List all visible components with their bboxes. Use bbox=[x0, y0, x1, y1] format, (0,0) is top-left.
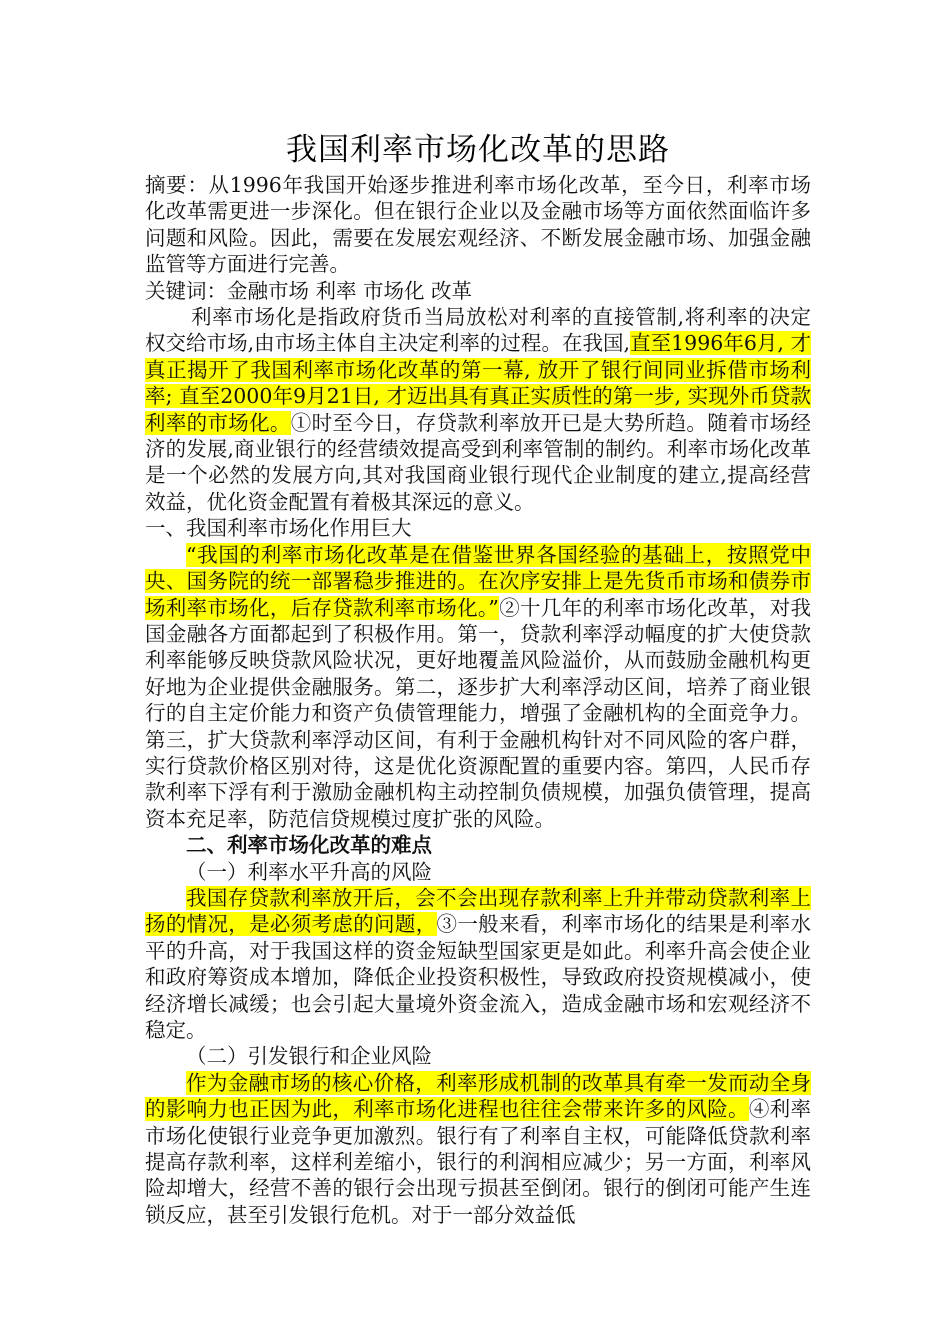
sub2-text: ④利率市场化使银行业竞争更加激烈。银行有了利率自主权，可能降低贷款利率提高存款利率，这样利差缩小，银行的利润相应减少；另一方面，利率风险却增大，经营不善的银行会出现亏损甚至倒闭。银行的倒闭可能产生连锁反应，甚至引发银行危机。对于一部分效益低 bbox=[145, 1097, 812, 1227]
abstract-paragraph: 摘要：从1996年我国开始逐步推进利率市场化改革，至今日，利率市场化改革需更进一步深化。但在银行企业以及金融市场等方面依然面临许多问题和风险。因此，需要在发展宏观经济、不断发展金融市场、加强金融监管等方面进行完善。 bbox=[145, 173, 811, 277]
intro-paragraph bbox=[145, 304, 811, 515]
intro-text-after: ①时至今日，存贷款利率放开已是大势所趋。随着市场经济的发展,商业银行的经营绩效提高受到利率管制的制约。利率市场化改革是一个必然的发展方向,其对我国商业银行现代企业制度的建立,提高经营效益，优化资金配置有着极其深远的意义。 bbox=[145, 410, 812, 514]
section1-heading: 一、我国利率市场化作用巨大 bbox=[145, 516, 412, 541]
keywords-line: 关键词：金融市场 利率 市场化 改革 bbox=[145, 278, 473, 303]
intro-highlight: 直至1996年6月, 才真正揭开了我国利率市场化改革的第一幕, 放开了银行间同业拆借市场利率; 直至2000年9月21日, 才迈出具有真正实质性的第一步, 实现外币贷款利率的市场化。 bbox=[145, 331, 811, 435]
section1-text: ②十几年的利率市场化改革，对我国金融各方面都起到了积极作用。第一，贷款利率浮动幅度的扩大使贷款利率能够反映贷款风险状况，更好地覆盖风险溢价，从而鼓励金融机构更好地为企业提供金融服务。第二，逐步扩大利率浮动区间，培养了商业银行的自主定价能力和资产负债管理能力，增强了金融机构的全面竞争力。第三，扩大贷款利率浮动区间，有利于金融机构针对不同风险的客户群，实行贷款价格区别对待，这是优化资源配置的重要内容。第四，人民币存款利率下浮有利于激励金融机构主动控制负债规模，加强负债管理，提高资本充足率，防范信贷规模过度扩张的风险。 bbox=[145, 595, 811, 831]
sub2-paragraph bbox=[145, 1070, 811, 1228]
sub1-paragraph bbox=[145, 885, 811, 1043]
section1-highlight: “我国的利率市场化改革是在借鉴世界各国经验的基础上，按照党中央、国务院的统一部署稳步推进的。在次序安排上是先货币市场和债券市场利率市场化，后存贷款利率市场化。” bbox=[145, 542, 811, 620]
section1-paragraph bbox=[145, 542, 811, 832]
sub1-heading: （一）利率水平升高的风险 bbox=[186, 859, 432, 884]
document-page bbox=[145, 128, 811, 1228]
page-title: 我国利率市场化改革的思路 bbox=[286, 132, 670, 168]
section2-heading: 二、利率市场化改革的难点 bbox=[186, 833, 432, 858]
intro-text: 利率市场化是指政府货币当局放松对利率的直接管制,将利率的决定权交给市场,由市场主体自主决定利率的过程。在我国, bbox=[145, 305, 811, 356]
sub1-highlight: 我国存贷款利率放开后，会不会出现存款利率上升并带动贷款利率上扬的情况，是必须考虑的问题， bbox=[145, 885, 811, 937]
sub2-highlight: 作为金融市场的核心价格，利率形成机制的改革具有牵一发而动全身的影响力也正因为此，利率市场化进程也往往会带来许多的风险。 bbox=[145, 1070, 811, 1122]
sub1-text: ③一般来看，利率市场化的结果是利率水平的升高，对于我国这样的资金短缺型国家更是如此。利率升高会使企业和政府筹资成本增加，降低企业投资积极性，导致政府投资规模减小，使经济增长减缓；也会引起大量境外资金流入，造成金融市场和宏观经济不稳定。 bbox=[145, 912, 811, 1042]
sub2-heading: （二）引发银行和企业风险 bbox=[186, 1044, 432, 1069]
